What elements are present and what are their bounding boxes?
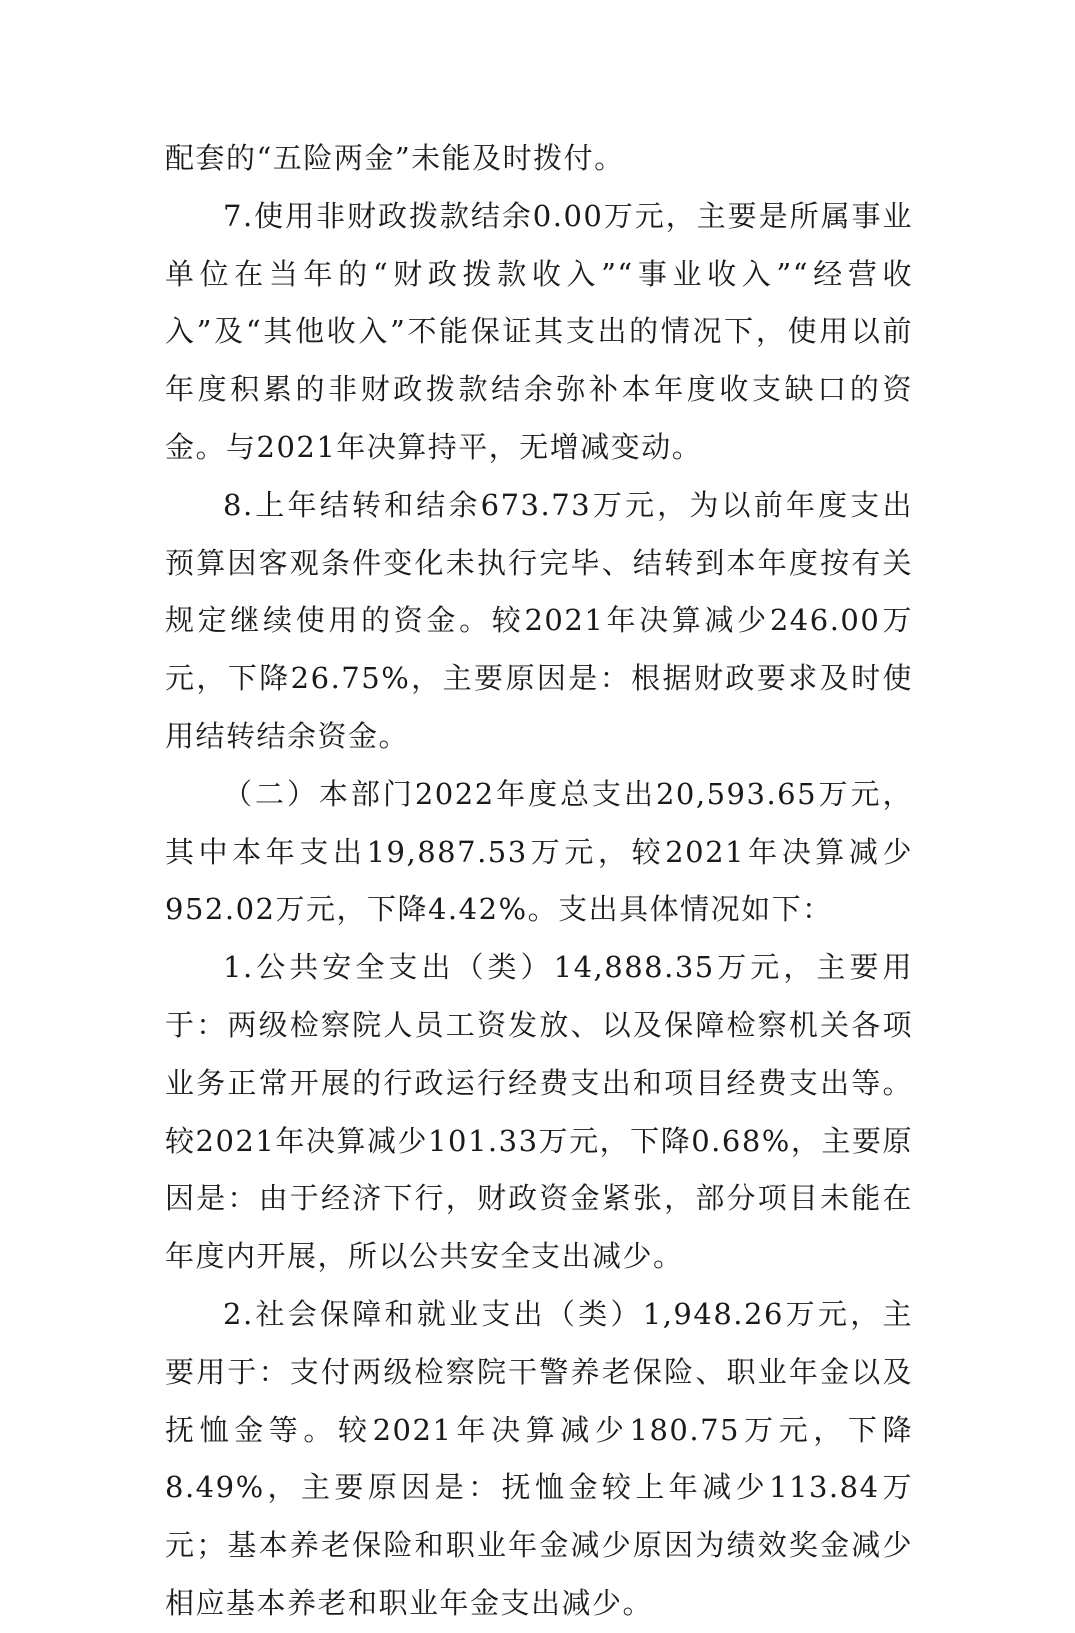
paragraph-item-7: 7.使用非财政拨款结余0.00万元，主要是所属事业单位在当年的“财政拨款收入”“事业收入”“经营收入”及“其他收入”不能保证其支出的情况下，使用以前年度积累的非财政拨款结余弥补本年度收支缺口的资金。与2021年决算持平，无增减变动。 <box>165 198 913 464</box>
document-body <box>165 130 913 1633</box>
paragraph-item-8: 8.上年结转和结余673.73万元，为以前年度支出预算因客观条件变化未执行完毕、结转到本年度按有关规定继续使用的资金。较2021年决算减少246.00万元，下降26.75%，主要原因是：根据财政要求及时使用结转结余资金。 <box>165 487 913 753</box>
paragraph-section-2: （二）本部门2022年度总支出20,593.65万元，其中本年支出19,887.53万元，较2021年决算减少952.02万元，下降4.42%。支出具体情况如下： <box>165 776 913 927</box>
paragraph-expense-2: 2.社会保障和就业支出（类）1,948.26万元，主要用于：支付两级检察院干警养老保险、职业年金以及抚恤金等。较2021年决算减少180.75万元，下降8.49%，主要原因是：抚恤金较上年减少113.84万元；基本养老保险和职业年金减少原因为绩效奖金减少相应基本养老和职业年金支出减少。 <box>165 1296 913 1620</box>
paragraph-continuation: 配套的“五险两金”未能及时拨付。 <box>165 141 625 175</box>
paragraph-expense-1: 1.公共安全支出（类）14,888.35万元，主要用于：两级检察院人员工资发放、以及保障检察机关各项业务正常开展的行政运行经费支出和项目经费支出等。较2021年决算减少101.33万元，下降0.68%，主要原因是：由于经济下行，财政资金紧张，部分项目未能在年度内开展，所以公共安全支出减少。 <box>165 950 913 1274</box>
